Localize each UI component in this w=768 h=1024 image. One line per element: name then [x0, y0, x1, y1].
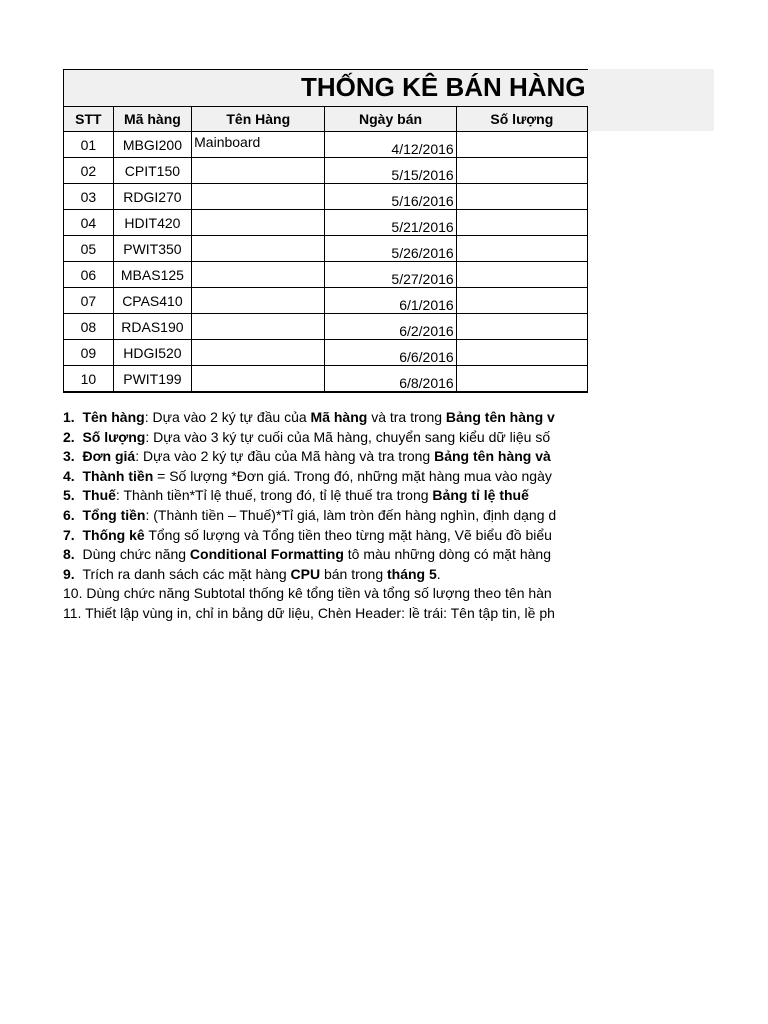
cell-ngay-ban[interactable]: 5/15/2016	[325, 158, 456, 184]
instruction-item	[63, 486, 588, 506]
table-row	[64, 158, 588, 184]
instruction-item	[63, 428, 588, 448]
cell-so-luong[interactable]	[456, 288, 587, 314]
instruction-number: 1.	[63, 409, 75, 425]
table-row	[64, 366, 588, 393]
instruction-text: tô màu những dòng có mặt hàng	[343, 546, 551, 563]
instruction-item	[63, 545, 588, 565]
sales-table	[63, 106, 588, 393]
table-row	[64, 288, 588, 314]
instruction-text: tháng 5	[387, 565, 437, 582]
cell-ngay-ban[interactable]: 5/26/2016	[325, 236, 456, 262]
instruction-text: Bảng tên hàng và	[434, 448, 551, 465]
cell-ngay-ban[interactable]: 6/1/2016	[325, 288, 456, 314]
instruction-text: Mã hàng	[310, 409, 368, 425]
cell-stt[interactable]: 03	[64, 184, 114, 210]
instruction-text: Tổng số lượng và Tổng tiền theo từng mặt hàng, Vẽ biểu đồ biểu	[144, 526, 552, 543]
instruction-item	[63, 565, 588, 585]
cell-stt[interactable]: 08	[64, 314, 114, 340]
instruction-number: 2.	[63, 428, 75, 445]
cell-so-luong[interactable]	[456, 314, 587, 340]
cell-ma-hang[interactable]: PWIT350	[113, 236, 191, 262]
cell-stt[interactable]: 05	[64, 236, 114, 262]
instruction-number: 9.	[63, 565, 75, 582]
cell-ma-hang[interactable]: MBGI200	[113, 132, 191, 158]
instruction-item	[63, 506, 588, 526]
table-row	[64, 262, 588, 288]
title-band-overflow	[588, 69, 714, 131]
cell-stt[interactable]: 04	[64, 210, 114, 236]
instruction-text: : Dựa vào 2 ký tự đầu của	[144, 409, 311, 425]
table-row	[64, 314, 588, 340]
instruction-number: 6.	[63, 506, 75, 523]
instruction-text: CPU	[290, 565, 321, 582]
instruction-text: Số lượng	[82, 428, 146, 445]
cell-ngay-ban[interactable]: 6/6/2016	[325, 340, 456, 366]
cell-stt[interactable]: 09	[64, 340, 114, 366]
table-row	[64, 184, 588, 210]
cell-so-luong[interactable]	[456, 366, 587, 393]
cell-ten-hang[interactable]	[192, 158, 325, 184]
instruction-item	[63, 604, 588, 624]
title-cell[interactable]	[63, 69, 588, 106]
instruction-text: Trích ra danh sách các mặt hàng	[82, 565, 291, 582]
instruction-text: Thành tiền	[82, 467, 154, 484]
instruction-number: 3.	[63, 448, 75, 465]
instruction-text: Bảng tỉ lệ thuế	[432, 487, 529, 504]
cell-ma-hang[interactable]: RDGI270	[113, 184, 191, 210]
cell-ma-hang[interactable]: RDAS190	[113, 314, 191, 340]
instruction-text: bán trong	[320, 565, 387, 582]
cell-ten-hang[interactable]	[192, 288, 325, 314]
instruction-number: 10.	[63, 585, 83, 602]
instruction-text: Dùng chức năng Subtotal thống kê tổng tiền và tổng số lượng theo tên hàn	[86, 585, 552, 602]
cell-ngay-ban[interactable]: 5/27/2016	[325, 262, 456, 288]
instruction-text: Conditional Formatting	[189, 546, 344, 563]
instruction-text: Thuế	[82, 487, 116, 504]
instruction-number: 5.	[63, 487, 75, 504]
instruction-text: Thiết lập vùng in, chỉ in bảng dữ liệu, Chèn Header: lề trái: Tên tập tin, lề ph	[85, 604, 555, 621]
cell-ngay-ban[interactable]: 5/16/2016	[325, 184, 456, 210]
cell-ten-hang[interactable]	[192, 314, 325, 340]
cell-ngay-ban[interactable]: 4/12/2016	[325, 132, 456, 158]
cell-ten-hang[interactable]	[192, 184, 325, 210]
cell-ma-hang[interactable]: CPIT150	[113, 158, 191, 184]
cell-stt[interactable]: 01	[64, 132, 114, 158]
cell-ten-hang[interactable]	[192, 210, 325, 236]
cell-so-luong[interactable]	[456, 210, 587, 236]
header-ten-hang[interactable]: Tên Hàng	[192, 107, 325, 132]
cell-stt[interactable]: 02	[64, 158, 114, 184]
table-row	[64, 210, 588, 236]
cell-ma-hang[interactable]: MBAS125	[113, 262, 191, 288]
instruction-text: : Dựa vào 2 ký tự đầu của Mã hàng và tra trong	[135, 448, 435, 465]
cell-stt[interactable]: 06	[64, 262, 114, 288]
instruction-text: Tổng tiền	[82, 506, 146, 523]
cell-so-luong[interactable]	[456, 236, 587, 262]
instruction-text: : (Thành tiền – Thuế)*Tỉ giá, làm tròn đến hàng nghìn, định dạng d	[145, 506, 557, 523]
cell-ngay-ban[interactable]: 5/21/2016	[325, 210, 456, 236]
cell-stt[interactable]: 10	[64, 366, 114, 393]
cell-so-luong[interactable]	[456, 132, 587, 158]
cell-ma-hang[interactable]: HDIT420	[113, 210, 191, 236]
cell-ma-hang[interactable]: HDGI520	[113, 340, 191, 366]
table-row	[64, 132, 588, 158]
instruction-text: : Dựa vào 3 ký tự cuối của Mã hàng, chuyển sang kiểu dữ liệu số	[145, 428, 551, 445]
header-ngay-ban[interactable]: Ngày bán	[325, 107, 456, 132]
instruction-text: Bảng tên hàng v	[445, 409, 555, 425]
instruction-item	[63, 447, 588, 467]
instruction-number: 7.	[63, 526, 75, 543]
cell-ngay-ban[interactable]: 6/2/2016	[325, 314, 456, 340]
header-stt[interactable]: STT	[64, 107, 114, 132]
cell-ma-hang[interactable]: CPAS410	[113, 288, 191, 314]
table-row	[64, 236, 588, 262]
cell-so-luong[interactable]	[456, 262, 587, 288]
cell-so-luong[interactable]	[456, 340, 587, 366]
instruction-text: .	[436, 565, 441, 582]
cell-ngay-ban[interactable]: 6/8/2016	[325, 366, 456, 393]
instruction-text: Thống kê	[82, 526, 145, 543]
cell-stt[interactable]: 07	[64, 288, 114, 314]
instruction-item	[63, 526, 588, 546]
cell-ten-hang[interactable]	[192, 366, 325, 393]
cell-ten-hang[interactable]	[192, 236, 325, 262]
cell-ten-hang[interactable]	[192, 340, 325, 366]
cell-so-luong[interactable]	[456, 158, 587, 184]
instruction-text: Tên hàng	[82, 409, 145, 425]
instruction-number: 4.	[63, 467, 75, 484]
header-ma-hang[interactable]: Mã hàng	[113, 107, 191, 132]
instruction-text: : Thành tiền*Tỉ lệ thuế, trong đó, tỉ lệ thuế tra trong	[115, 487, 433, 504]
instruction-item	[63, 584, 588, 604]
instruction-number: 8.	[63, 546, 75, 563]
cell-ma-hang[interactable]: PWIT199	[113, 366, 191, 393]
header-so-luong[interactable]: Số lượng	[456, 107, 587, 132]
instruction-number: 11.	[63, 604, 82, 621]
cell-ten-hang[interactable]	[192, 262, 325, 288]
instruction-text: = Số lượng *Đơn giá. Trong đó, những mặt hàng mua vào ngày	[153, 467, 552, 484]
cell-so-luong[interactable]	[456, 184, 587, 210]
cell-ten-hang[interactable]: Mainboard	[192, 132, 325, 158]
table-row	[64, 340, 588, 366]
instruction-text: Dùng chức năng	[82, 546, 190, 563]
instruction-item	[63, 467, 588, 487]
instructions-list	[63, 408, 588, 624]
sheet-title: THỐNG KÊ BÁN HÀNG	[301, 72, 586, 102]
instruction-item	[63, 408, 588, 428]
instruction-text: và tra trong	[367, 409, 446, 425]
instruction-text: Đơn giá	[82, 448, 136, 465]
header-row	[64, 107, 588, 132]
